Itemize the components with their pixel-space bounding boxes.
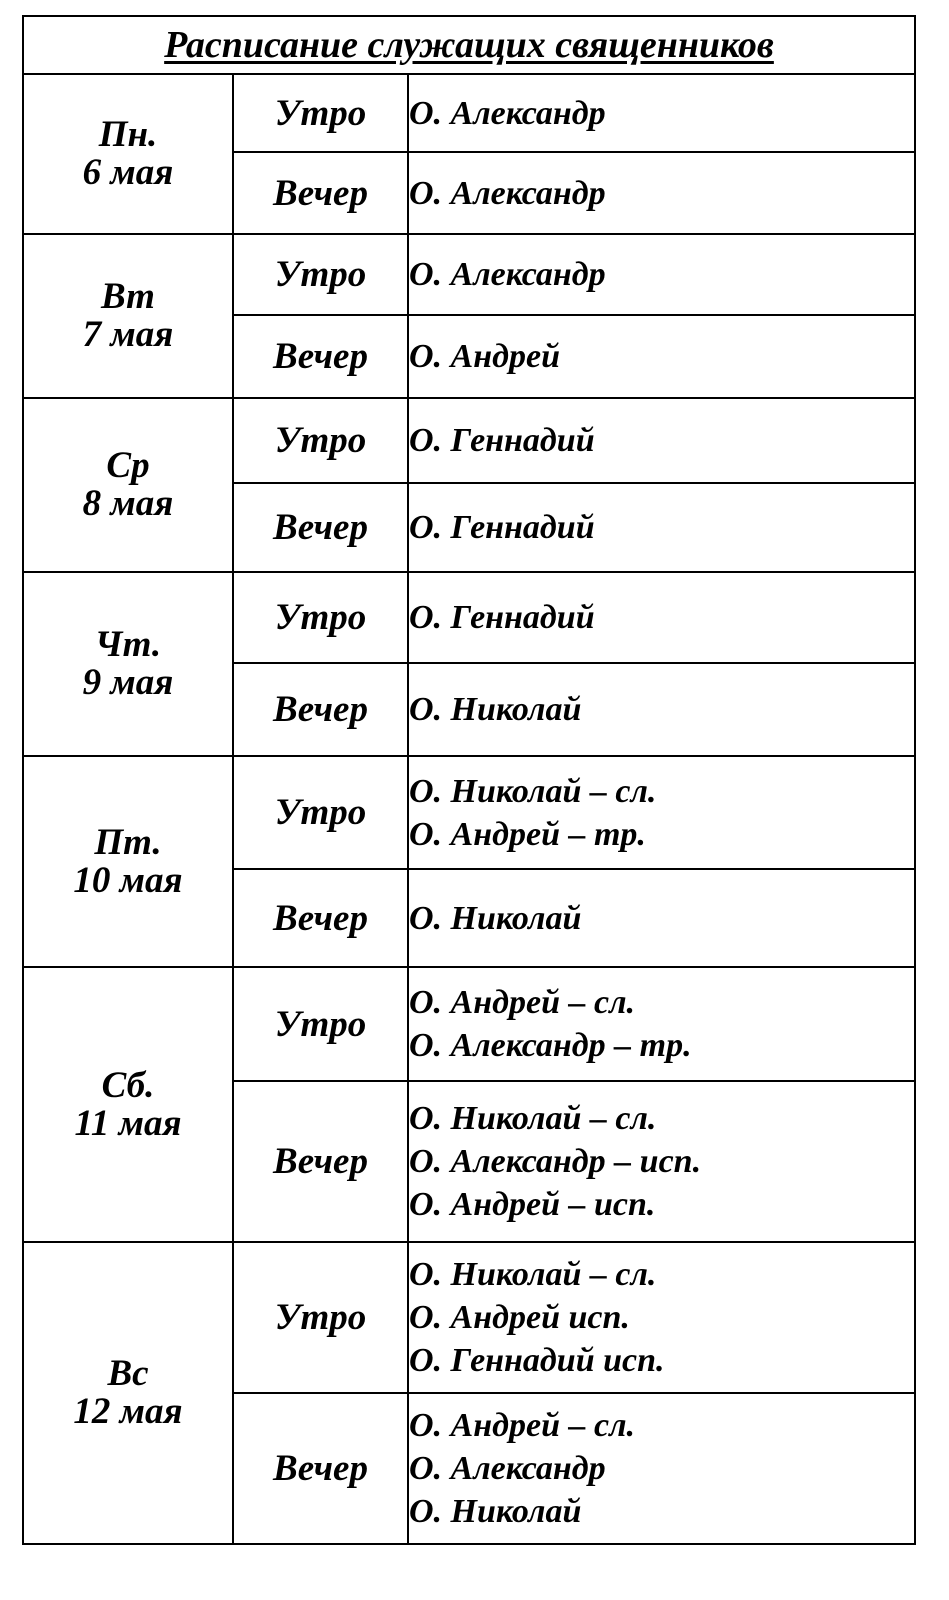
day-date: 7 мая bbox=[82, 314, 174, 355]
service-time: Утро bbox=[233, 398, 408, 483]
schedule-body bbox=[23, 16, 915, 1544]
priest-name: О. Александр bbox=[409, 174, 606, 212]
day-date: 9 мая bbox=[82, 662, 174, 703]
day-cell bbox=[23, 1242, 233, 1544]
day-cell bbox=[23, 572, 233, 756]
day-cell bbox=[23, 234, 233, 398]
service-time: Вечер bbox=[233, 483, 408, 572]
priest-name: О. Геннадий bbox=[409, 599, 595, 636]
priest-cell bbox=[408, 1081, 915, 1242]
priest-name: О. Николай – сл. bbox=[409, 772, 657, 810]
day-name: Сб. bbox=[101, 1064, 155, 1106]
day-date: 6 мая bbox=[82, 152, 174, 193]
day-name: Вс bbox=[107, 1353, 149, 1394]
day-cell bbox=[23, 967, 233, 1242]
priest-name: О. Александр – тр. bbox=[409, 1027, 692, 1064]
day-cell bbox=[23, 398, 233, 572]
priest-name: О. Геннадий bbox=[409, 422, 595, 459]
priest-cell bbox=[408, 572, 915, 663]
priest-name: О. Александр bbox=[409, 94, 606, 132]
priest-cell bbox=[408, 152, 915, 234]
schedule-table bbox=[22, 15, 916, 1545]
priest-name: О. Андрей bbox=[409, 338, 560, 375]
priest-name: О. Николай – сл. bbox=[409, 1100, 657, 1137]
service-time: Вечер bbox=[233, 1081, 408, 1242]
priest-cell bbox=[408, 315, 915, 398]
service-time: Утро bbox=[233, 967, 408, 1081]
priest-cell bbox=[408, 398, 915, 483]
service-time: Утро bbox=[233, 756, 408, 869]
priest-name: О. Геннадий bbox=[409, 509, 595, 546]
day-cell bbox=[23, 756, 233, 967]
priest-cell bbox=[408, 1393, 915, 1544]
service-time: Вечер bbox=[233, 152, 408, 234]
day-name: Ср bbox=[106, 445, 150, 486]
service-row bbox=[23, 398, 915, 483]
service-row bbox=[23, 234, 915, 315]
service-time: Вечер bbox=[233, 1393, 408, 1544]
priest-cell bbox=[408, 663, 915, 756]
day-name: Вт bbox=[101, 276, 155, 317]
priest-name: О. Николай bbox=[409, 691, 582, 728]
priest-name: О. Андрей – исп. bbox=[409, 1186, 656, 1223]
service-time: Вечер bbox=[233, 663, 408, 756]
service-row bbox=[23, 74, 915, 152]
day-cell bbox=[23, 74, 233, 234]
service-time: Утро bbox=[233, 572, 408, 663]
day-name: Пт. bbox=[94, 821, 162, 863]
priest-name: О. Николай – сл. bbox=[409, 1256, 657, 1293]
day-date: 12 мая bbox=[73, 1391, 183, 1432]
priest-cell bbox=[408, 74, 915, 152]
day-name: Пн. bbox=[98, 114, 158, 155]
service-time: Вечер bbox=[233, 315, 408, 398]
priest-name: О. Андрей – сл. bbox=[409, 1407, 636, 1444]
priest-name: О. Николай bbox=[409, 899, 582, 937]
service-time: Вечер bbox=[233, 869, 408, 967]
day-date: 11 мая bbox=[74, 1102, 182, 1144]
service-row bbox=[23, 967, 915, 1081]
priest-cell bbox=[408, 234, 915, 315]
service-time: Утро bbox=[233, 234, 408, 315]
priest-name: О. Николай bbox=[409, 1493, 582, 1530]
title-row bbox=[23, 16, 915, 74]
priest-cell bbox=[408, 483, 915, 572]
priest-name: О. Александр bbox=[409, 256, 606, 293]
service-row bbox=[23, 756, 915, 869]
day-date: 8 мая bbox=[82, 483, 174, 524]
service-time: Утро bbox=[233, 1242, 408, 1393]
service-row bbox=[23, 1242, 915, 1393]
service-row bbox=[23, 572, 915, 663]
priest-name: О. Геннадий исп. bbox=[409, 1342, 665, 1379]
priest-name: О. Александр – исп. bbox=[409, 1143, 702, 1180]
priest-cell bbox=[408, 869, 915, 967]
priest-name: О. Александр bbox=[409, 1450, 606, 1487]
priest-name: О. Андрей исп. bbox=[409, 1299, 630, 1336]
priest-cell bbox=[408, 756, 915, 869]
schedule-title: Расписание служащих священников bbox=[23, 16, 915, 74]
service-time: Утро bbox=[233, 74, 408, 152]
priest-cell bbox=[408, 967, 915, 1081]
priest-name: О. Андрей – тр. bbox=[409, 815, 646, 853]
day-name: Чт. bbox=[94, 624, 162, 665]
priest-cell bbox=[408, 1242, 915, 1393]
day-date: 10 мая bbox=[73, 859, 183, 901]
priest-name: О. Андрей – сл. bbox=[409, 984, 636, 1021]
